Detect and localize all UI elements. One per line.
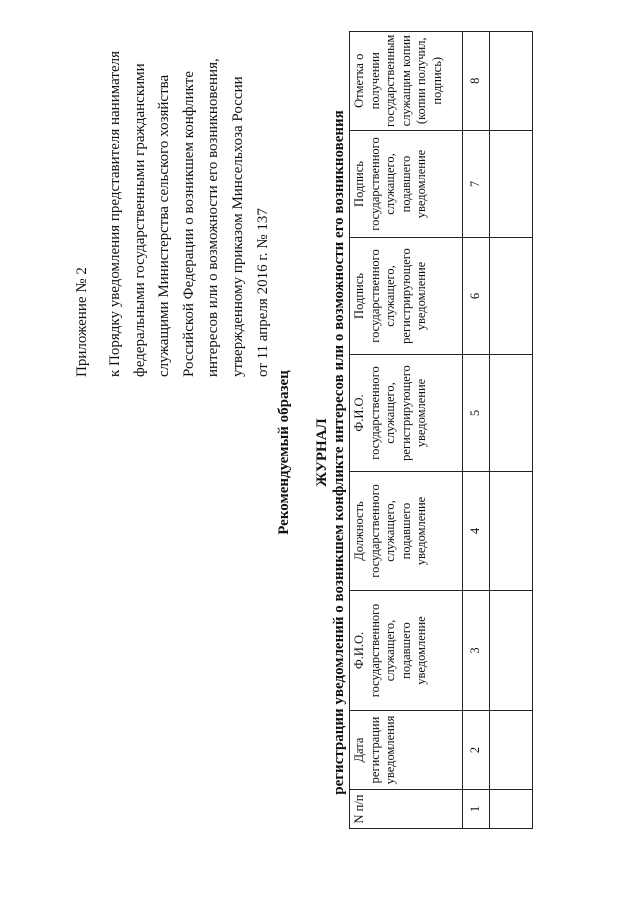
blank-cell [490,131,533,238]
blank-cell [490,31,533,130]
header-line: государственного [367,484,382,578]
column-number: 7 [463,131,490,238]
journal-subtitle: регистрации уведомлений о возникшем конфликте интересов или о возможности его возникновения [331,110,347,795]
header-line: уведомление [414,616,428,685]
header-line: государственного [367,603,382,698]
header-line: подавшего [398,502,413,560]
header-line: (копии получил, [414,37,428,125]
header-line: подавшего [398,622,413,679]
header-line: подавшего [398,155,413,213]
header-line: Должность [352,501,366,561]
header-line: служащего, [383,265,397,327]
column-number: 6 [463,238,490,355]
column-number: 1 [463,790,490,829]
column-header-date [350,711,463,790]
column-number-row [463,31,490,828]
column-header-copy-receipt [350,31,463,130]
header-line: Ф.И.О. [352,394,366,432]
column-number: 3 [463,591,490,711]
order-line: федеральными государственными гражданскими [131,63,148,377]
header-line: государственного [367,249,382,343]
header-line: служащего, [383,153,397,215]
blank-cell [490,238,533,355]
column-header-submitter-signature [350,131,463,238]
blank-cell [490,711,533,790]
header-line: регистрации [367,716,382,784]
header-line: служащего, [383,382,397,444]
header-line: Подпись [352,273,366,319]
column-number: 4 [463,472,490,591]
order-line: интересов или о возможности его возникновения, [205,58,222,377]
order-line: от 11 апреля 2016 г. № 137 [254,208,271,377]
journal-table [349,31,533,829]
header-line: служащего, [383,619,397,682]
header-line: государственного [367,137,382,231]
appendix-label: Приложение № 2 [74,267,90,377]
order-reference [103,47,275,377]
journal-title: ЖУРНАЛ [314,418,330,487]
header-line: служащего, [383,500,397,562]
header-line: подпись) [429,56,444,105]
column-header-registrar-signature [350,238,463,355]
order-line: Российской Федерации о возникшем конфликте [180,71,197,377]
header-row [350,31,463,828]
header-line: государственного [367,366,382,460]
header-line: уведомление [414,261,428,331]
column-header-registrar-name [350,355,463,472]
header-line: уведомления [383,715,397,785]
column-header-submitter-name [350,591,463,711]
header-line: регистрирующего [398,365,413,461]
header-line: Ф.И.О. [352,631,366,670]
column-header-submitter-position [350,472,463,591]
column-number: 2 [463,711,490,790]
header-line: уведомление [414,378,428,448]
order-line: утвержденному приказом Минсельхоза России [229,76,246,377]
blank-cell [490,472,533,591]
order-line: служащими Министерства сельского хозяйства [156,74,173,377]
order-line: к Порядку уведомления представителя нанимателя [107,51,123,377]
header-line: получении [367,52,382,110]
header-line: государственным [383,34,397,127]
header-line: N п/п [352,794,366,824]
column-number: 8 [463,31,490,130]
header-line: Подпись [352,161,366,207]
blank-cell [490,591,533,711]
header-line: уведомление [414,149,428,219]
column-header-number [350,790,463,829]
blank-cell [490,790,533,829]
header-line: Отметка о [352,53,366,108]
header-line: регистрирующего [398,248,413,344]
recommended-sample-label: Рекомендуемый образец [276,370,292,535]
column-number: 5 [463,355,490,472]
header-line: Дата [352,737,366,763]
header-line: уведомление [414,496,428,566]
header-line: служащим копии [398,35,413,127]
blank-row [490,31,533,828]
blank-cell [490,355,533,472]
